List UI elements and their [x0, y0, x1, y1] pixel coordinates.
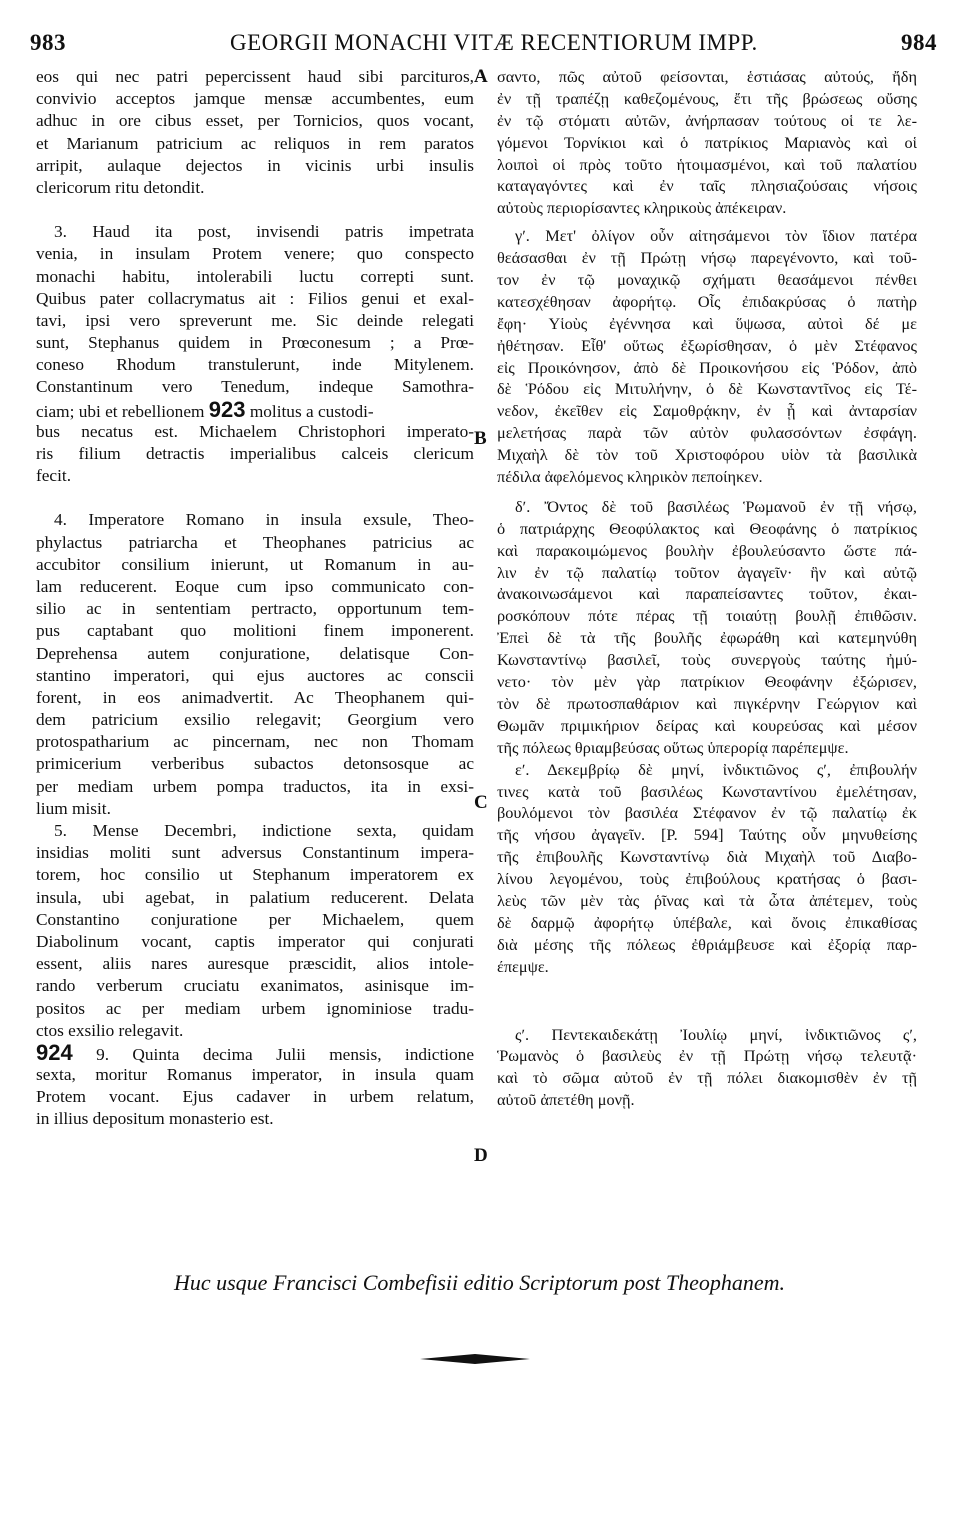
text-segment: 9. Quinta decima Julii mensis, indictione	[96, 1044, 474, 1064]
latin-paragraph-4	[36, 509, 474, 820]
text-line: δὲ Ῥόδου εἰς Μιτυλήνην, ὁ δὲ Κωνσταντῖνος εἰς Τέ-	[497, 379, 917, 399]
text-line: bus necatus est. Michaelem Christophori imperato-	[36, 421, 474, 441]
text-line: 5. Mense Decembri, indictione sexta, quidam	[54, 821, 474, 840]
text-line: σαντο, πῶς αὐτοῦ φείσονται, ἑστιάσας αὐτούς, ἤδη	[497, 67, 917, 86]
latin-paragraph-1	[36, 66, 474, 199]
text-line: αὐτοὺς περιορίσαντες κληρικοὺς ἀπέκειραν.	[497, 198, 787, 218]
text-line: essent, aliis nares auresque præscidit, alios intole-	[36, 954, 474, 974]
text-line: stantino imperatori, qui ejus auctores ac conscii	[36, 665, 474, 685]
text-line: sunt, Stephanus quidem in Prœconesum ; a Prœ-	[36, 333, 474, 353]
text-line: insidias moliti sunt adversus Constantinum impera-	[36, 843, 474, 863]
text-line: Protem vocant. Ejus cadaver in urbem relatum,	[36, 1087, 474, 1107]
text-segment: molitus a custodi-	[249, 401, 374, 421]
text-line: adhuc in ore cibus esset, per Tornicios, quos vocant,	[36, 111, 474, 131]
text-line: Ἐπεὶ δὲ τὰ τῆς βουλῆς ἐφωράθη καὶ κατεμηνύθη	[497, 628, 917, 648]
text-line: δὲ δαρμῷ ἀφορήτῳ ὑπέβαλε, καὶ ὄνοις ἐπικαθίσας	[497, 912, 917, 932]
text-line: λιν ἐν τῷ παλατίῳ τοῦτον ἀγαγεῖν· ἣν καὶ αὐτῷ	[497, 562, 917, 582]
text-line: αὐτοῦ ἀπετέθη μονῇ.	[497, 1090, 635, 1110]
text-line: βουλόμενοι τὸν βασιλέα Στέφανον ἐν τῷ παλατίῳ ἐκ	[497, 803, 917, 823]
text-line: λεὺς τῶν μὲν τὰς ῥῖνας καὶ τὰ ὦτα ἀπέτεμεν, τοὺς	[497, 890, 917, 910]
text-line: Μιχαὴλ δὲ τὸν τοῦ Χριστοφόρου υἱὸν τὰ βασιλικὰ	[497, 445, 917, 465]
text-line: μελετήσας παρὰ τῶν αὐτὸν φυλασσόντων ἐσφάγη.	[497, 423, 917, 443]
text-line: ςʹ. Πεντεκαιδεκάτῃ Ἰουλίῳ μηνί, ἰνδικτιῶνος ςʹ,	[515, 1024, 917, 1044]
text-line: per mediam urbem pompa traductos, ita in exsi-	[36, 776, 474, 796]
text-line: arripit, aulaque dejectos in vicinis urbi insulis	[36, 155, 474, 175]
text-line: ἔφη· Υἱοὺς ἐγέννησα καὶ ὕψωσα, αὐτοὶ δέ με	[497, 313, 917, 333]
page-header	[30, 30, 937, 60]
text-line: Deprehensa autem conjuratione, delatisque Con-	[36, 643, 474, 663]
text-line: et Marianum patricium ac reliquos in rem paratos	[36, 133, 474, 153]
greek-paragraph-1	[497, 66, 917, 219]
text-line: accubitor consilium inierunt, ut Romanum in au-	[36, 554, 474, 574]
margin-letter-d: D	[474, 1145, 488, 1166]
margin-letter-b: B	[474, 428, 487, 449]
latin-paragraph-5	[36, 820, 474, 1042]
greek-paragraph-3	[497, 225, 917, 488]
page-number-left: 983	[30, 30, 66, 55]
text-line: Quibus pater collacrymatus ait : Filios genui et exal-	[36, 288, 474, 308]
text-line: primicerium verberibus subactos detonsosque ac	[36, 754, 474, 774]
text-line: λίνου λεγομένου, τοὺς ἐπιβούλους κρατήσας ὁ βασι-	[497, 869, 917, 889]
text-line: eos qui nec patri pepercissent haud sibi parcituros,	[36, 67, 474, 86]
text-line: τὸν δὲ πρωτοσπαθάριον καὶ πιγκέρνην Γεώργιον καὶ	[497, 693, 917, 713]
text-line: λοιποὶ οἱ πρὸς τοῦτο ἡτοιμασμένοι, καὶ τοῦ παλατίου	[497, 154, 917, 174]
text-line: convivio acceptos jamque mensæ accumbentes, eum	[36, 89, 474, 109]
greek-paragraph-6	[497, 1024, 917, 1112]
edition-page-number: 924	[36, 1039, 73, 1065]
text-line: monachi habitu, intolerabili luctu correpti sunt.	[36, 266, 474, 286]
text-line: νετο· τὸν μὲν γὰρ πατρίκιον Θεοφάνην ἐξώρισεν,	[497, 672, 917, 692]
running-title: GEORGII MONACHI VITÆ RECENTIORUM IMPP.	[230, 30, 758, 55]
text-line: ris filium detractis imperialibus calceis clericum	[36, 444, 474, 463]
margin-letter-c: C	[474, 792, 488, 813]
text-line: καὶ τὸ σῶμα αὐτοῦ ἐν τῇ πόλει διακομισθὲν ἐν τῇ	[497, 1068, 917, 1088]
text-line: έπεμψε.	[497, 956, 549, 976]
text-line: torem, hoc consilio ut Stephanum imperatorem ex	[36, 865, 474, 885]
text-line: Constantino conjuratione per Michaelem, quem	[36, 909, 474, 929]
text-line: Diabolinum vocant, captis imperator qui conjurati	[36, 931, 474, 951]
text-line: sexta, moritur Romanus imperator, in insula quam	[36, 1065, 474, 1085]
text-line: εἰς Προικόνησον, ἀπὸ δὲ Προικονήσου εἰς Ῥόδον, ἀπὸ	[497, 357, 917, 377]
latin-paragraph-9	[36, 1039, 474, 1131]
text-line: ροσκόπουν πότε πέρας τῇ τοιαύτῃ βουλῇ ἐπιθῶσιν.	[497, 606, 917, 626]
text-line: venia, in insulam Protem venere; quo conspecto	[36, 244, 474, 264]
latin-paragraph-3	[36, 221, 474, 487]
text-line: tavi, ipsi vero spreverunt me. Sic deinde relegati	[36, 310, 474, 330]
text-line: lam reducerent. Eoque cum ipso communicato con-	[36, 576, 474, 596]
text-line: κατεσχέθησαν ἀφορήτῳ. Οἷς ἐπιδακρύσας ὁ πατὴρ	[497, 291, 917, 311]
text-line: ἠθέτησαν. Εἶθ' οὕτως ἐξωρίσθησαν, ὁ μὲν Στέφανος	[497, 335, 917, 355]
text-line: positos ac per mediam urbem ignominiose tradu-	[36, 998, 474, 1018]
text-line: ἀνακοινωσάμενοι καὶ παραπείσαντες τοῦτον, ἐκαι-	[497, 584, 917, 604]
text-line: pus captabant quo molitioni finem imponerent.	[36, 621, 474, 641]
text-line: διὰ μέσης τῆς πόλεως ἐθριάμβευσε καὶ ἐξορίᾳ παρ-	[497, 934, 917, 954]
text-segment: ciam; ubi et rebellionem	[36, 401, 205, 421]
greek-paragraph-4	[497, 496, 917, 759]
text-line: forent, in eos animadvertit. Ac Theophanem qui-	[36, 687, 474, 707]
text-line: silio ac in sententiam pertracto, opportunum tem-	[36, 599, 474, 619]
text-line: lium misit.	[36, 798, 111, 818]
text-line: Κωνσταντίνῳ βασιλεῖ, τοὺς συνεργοὺς ταύτης ἠμύ-	[497, 650, 917, 670]
text-line: rando verberum cruciatu exanimatos, asinisque im-	[36, 976, 474, 996]
text-line: coneso Rhodum transtulerunt, inde Mitylenem.	[36, 355, 474, 375]
text-line: τῆς πόλεως θριαμβεύσας οὕτως ὑπερορίᾳ παρέπεμψε.	[497, 737, 849, 757]
text-line: dem patricium exsilio relegavit; Georgium vero	[36, 710, 474, 730]
text-line: εʹ. Δεκεμβρίῳ δὲ μηνί, ἰνδικτιῶνος ςʹ, ἐπιβουλήν	[515, 759, 917, 779]
text-line: 4. Imperatore Romano in insula exsule, Theo-	[54, 510, 474, 530]
page-number-right: 984	[901, 30, 937, 55]
text-line: phylactus patriarcha et Theophanes patricius ac	[36, 532, 474, 552]
text-line-with-pagenum	[36, 396, 474, 422]
greek-column	[497, 66, 917, 1111]
greek-paragraph-5	[497, 759, 917, 978]
text-line: τῆς ἐπιβουλῆς Κωνσταντίνῳ διὰ Μιχαὴλ τοῦ Διαβο-	[497, 847, 917, 867]
text-line: γʹ. Μετ' ὀλίγον οὖν αἰτησάμενοι τὸν ἴδιον πατέρα	[515, 226, 917, 246]
closing-note: Huc usque Francisci Combefisii editio Scriptorum post Theophanem.	[173, 1270, 786, 1295]
text-line: Θωμᾶν πριμικήριον δείρας καὶ κουρεύσας καὶ μέσον	[497, 715, 917, 735]
edition-page-number: 923	[208, 396, 246, 422]
text-line: νεδον, ἐκεῖθεν εἰς Σαμοθρᾴκην, ἐν ᾗ καὶ ἀνταρσίαν	[497, 401, 917, 421]
text-line: Ῥωμανὸς ὁ βασιλεὺς ἐν τῇ Πρώτῃ νήσῳ τελευτᾷ·	[497, 1046, 917, 1066]
margin-letter-a: A	[474, 66, 488, 87]
text-line: 3. Haud ita post, invisendi patris impetrata	[54, 222, 474, 242]
text-line: θεάσασθαι ἐν τῇ Πρώτῃ νήσῳ παρεγένοντο, καὶ τοῦ-	[497, 248, 917, 268]
text-line: τῆς νήσου ἀγαγεῖν. [P. 594] Ταύτης οὖν μηνυθείσης	[497, 825, 917, 845]
text-line: τινες κατὰ τοῦ βασιλέως Κωνσταντίνου ἐμελέτησαν,	[497, 781, 917, 801]
text-line: fecit.	[36, 466, 72, 486]
text-line: ἐν τῷ στόματι αὐτῶν, ἀνήρπασαν τούτους οἱ τε λε-	[497, 110, 917, 130]
text-line: δʹ. Ὄντος δὲ τοῦ βασιλέως Ῥωμανοῦ ἐν τῇ νήσῳ,	[515, 496, 917, 516]
text-line: καταγαγόντες καὶ ἐν ταῖς πλησιαζούσαις νήσοις	[497, 176, 917, 196]
text-line: ἐν τῇ τραπέζῃ καθεζομένους, ἔτι τῆς βρώσεως οὔσης	[497, 88, 917, 108]
text-line: insula, ubi agebat, in palatium reducerent. Delata	[36, 887, 474, 907]
latin-column	[36, 66, 474, 1131]
ornament-divider	[420, 1353, 530, 1365]
text-line: clericorum ritu detondit.	[36, 177, 205, 197]
text-line: τον ἐν τῷ μοναχικῷ σχήματι θεασάμενοι πένθει	[497, 270, 917, 290]
text-line-with-pagenum	[36, 1039, 474, 1065]
text-line: Constantinum vero Tenedum, indeque Samothra-	[36, 377, 474, 397]
text-line: ὁ πατριάρχης Θεοφύλακτος καὶ Θεοφάνης ὁ πατρίκιος	[497, 518, 917, 538]
text-line: ctos exsilio relegavit.	[36, 1020, 184, 1040]
text-line: πέδιλα ἀφελόμενος κληρικὸν πεποίηκεν.	[497, 467, 763, 487]
text-line: in illius depositum monasterio est.	[36, 1109, 274, 1129]
text-line: καὶ παρακοιμώμενος βουλὴν ἐβουλεύσαντο ὥστε πά-	[497, 540, 917, 560]
text-line: γόμενοι Τορνίκιοι καὶ ὁ πατρίκιος Μαριανὸς καὶ οἱ	[497, 132, 917, 152]
text-line: protospatharium ac pincernam, nec non Thomam	[36, 732, 474, 752]
